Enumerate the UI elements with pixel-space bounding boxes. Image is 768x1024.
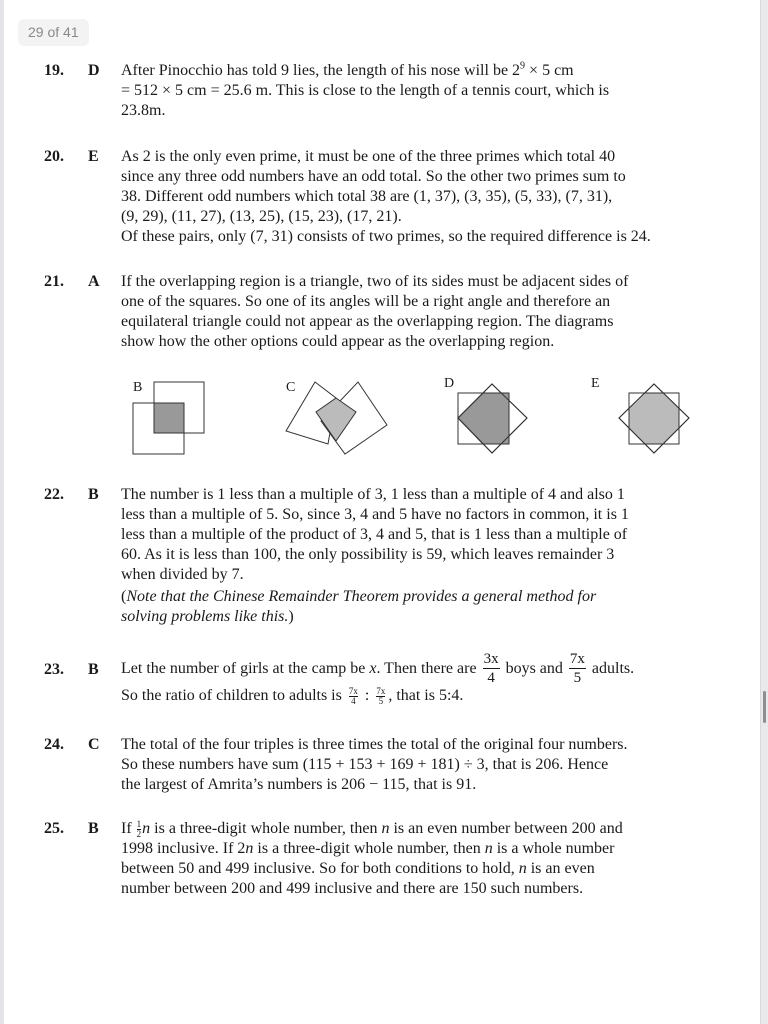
solution-text: The number is 1 less than a multiple of 3, 1 less than a multiple of 4 and also 1 less than a multiple of 5. So, since 3, 4 and 5 have no factors in common, it is 1 less than a multiple of the product of 3, 4 and 5, that is 1 less than a multiple of 60. As it is less than 100, the only possibility is 59, which leaves remainder 3 when divided by 7. (Note that the Chinese Remainder Theorem provides a general method for solving problems like this.)	[121, 485, 711, 627]
fraction-one-half: $\frac{1}{2}$	[136, 818, 142, 839]
solution-text: Let the number of girls at the camp be x. Then there are $\frac{3x}{4}$ boys and $\frac{7x}{5}$ adults. So the ratio of children to adults is $\frac{7x}{4}$ : $\frac{7x}{5}$ , that is 5:4.	[121, 651, 635, 706]
answer-letter: E	[88, 148, 99, 165]
fraction-3x-over-4: $\frac{3x}{4}$	[483, 651, 499, 687]
diagram-e-overlapping-squares	[0, 372, 768, 472]
question-number: 22.	[44, 486, 64, 503]
question-number: 24.	[44, 736, 64, 753]
question-number: 19.	[44, 62, 64, 79]
answer-letter: B	[88, 661, 99, 678]
solution-text: If $\frac{1}{2}$ n is a three-digit whole number, then n is an even number between 200 and 1998 inclusive. If 2n is a three-digit whole number, then n is a whole number between 50 and 499 inclusive. So for both conditions to hold, n is an even number between 200 and 499 inclusive and there are 150 such numbers.	[121, 818, 623, 897]
note: (Note that the Chinese Remainder Theorem provides a general method for	[121, 588, 597, 605]
question-number: 23.	[44, 661, 64, 678]
answer-letter: C	[88, 736, 100, 753]
answer-letter: A	[88, 273, 100, 290]
diagram-label-c: C	[286, 380, 296, 395]
diagram-label-d: D	[444, 376, 455, 391]
scrollbar-thumb[interactable]	[763, 691, 766, 723]
fraction-7x-over-5: $\frac{7x}{5}$	[569, 651, 585, 687]
question-number: 20.	[44, 148, 64, 165]
answer-letter: D	[88, 62, 100, 79]
window-left-edge	[0, 0, 4, 1024]
diagram-label-b: B	[133, 380, 143, 395]
answer-letter: B	[88, 486, 99, 503]
small-fraction-7x-over-5: $\frac{7x}{5}$	[376, 685, 386, 706]
overlap-diagrams	[0, 372, 768, 472]
small-fraction-7x-over-4: $\frac{7x}{4}$	[348, 685, 358, 706]
solution-text: The total of the four triples is three times the total of the original four numbers. So these numbers have sum (115 + 153 + 169 + 181) ÷ 3, that is 206. Hence the largest of Amrita’s numbers is 206 − 115, that is 91.	[121, 736, 628, 793]
question-number: 25.	[44, 820, 64, 837]
solution-text: As 2 is the only even prime, it must be one of the three primes which total 40 since any three odd numbers have an odd total. So the other two primes sum to 38. Different odd numbers which total 38 are (1, 37), (3, 35), (5, 33), (7, 31), (9, 29), (11, 27), (13, 25), (15, 23), (17, 21). Of these pairs, only (7, 31) consists of two primes, so the required difference is 24.	[121, 148, 651, 245]
question-number: 21.	[44, 273, 64, 290]
diagram-label-e: E	[591, 376, 600, 391]
note-cont: solving problems like this.)	[121, 608, 294, 625]
vertical-scrollbar-track[interactable]	[760, 0, 768, 1024]
page-indicator: 29 of 41	[18, 19, 89, 46]
answer-letter: B	[88, 820, 99, 837]
solution-text: If the overlapping region is a triangle, two of its sides must be adjacent sides of one of the squares. So one of its angles will be a right angle and therefore an equilateral triangle could not appear as the overlapping region. The diagrams show how the other options could appear as the overlapping region.	[121, 273, 629, 350]
solution-text: After Pinocchio has told 9 lies, the length of his nose will be $2^9 \times 5$ cm = 512 × 5 cm = 25.6 m. This is close to the length of a tennis court, which is 23.8m.	[121, 60, 610, 119]
